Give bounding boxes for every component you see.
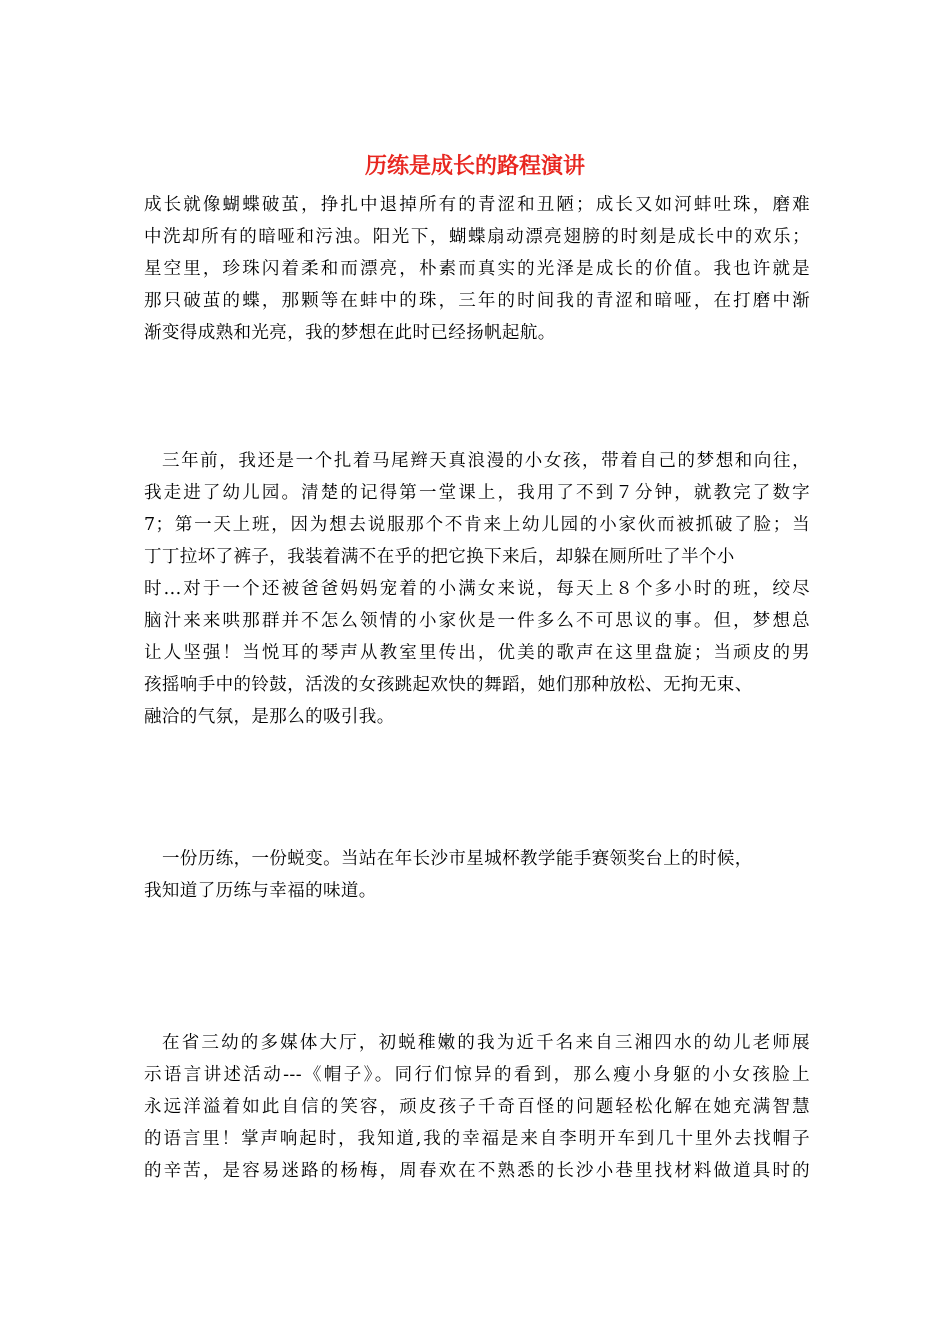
text-line: 我知道了历练与幸福的味道。 bbox=[144, 881, 377, 901]
text-line: 渐变得成熟和光亮，我的梦想在此时已经扬帆起航。 bbox=[144, 323, 556, 343]
text-line: 脑汁来来哄那群并不怎么领情的小家伙是一件多么不可思议的事。但，梦想总 bbox=[144, 611, 810, 631]
text-line: 我走进了幼儿园。清楚的记得第一堂课上，我用了不到７分钟，就教完了数字 bbox=[144, 483, 810, 503]
text-line: 7；第一天上班，因为想去说服那个不肯来上幼儿园的小家伙而被抓破了脸；当 bbox=[144, 515, 810, 535]
text-line: 那只破茧的蝶，那颗等在蚌中的珠，三年的时间我的青涩和暗哑，在打磨中渐 bbox=[144, 291, 810, 311]
text-line: 星空里，珍珠闪着柔和而漂亮，朴素而真实的光泽是成长的价值。我也许就是 bbox=[144, 259, 810, 279]
text-line: 在省三幼的多媒体大厅，初蜕稚嫩的我为近千名来自三湘四水的幼儿老师展 bbox=[162, 1033, 810, 1053]
text-line: 成长就像蝴蝶破茧，挣扎中退掉所有的青涩和丑陋；成长又如河蚌吐珠，磨难 bbox=[144, 195, 810, 215]
text-line: 孩摇响手中的铃鼓，活泼的女孩跳起欢快的舞蹈，她们那种放松、无拘无束、 bbox=[144, 675, 753, 695]
text-line: 时...对于一个还被爸爸妈妈宠着的小满女来说，每天上８个多小时的班，绞尽 bbox=[144, 579, 810, 599]
text-line: 丁丁拉坏了裤子，我装着满不在乎的把它换下来后，却躲在厕所吐了半个小 bbox=[144, 547, 735, 567]
paragraph-1 bbox=[144, 189, 810, 349]
text-line: 中洗却所有的暗哑和污浊。阳光下，蝴蝶扇动漂亮翅膀的时刻是成长中的欢乐； bbox=[144, 227, 810, 247]
paragraph-4 bbox=[144, 1027, 810, 1187]
text-line: 的语言里！掌声响起时，我知道,我的幸福是来自李明开车到几十里外去找帽子 bbox=[144, 1129, 810, 1149]
text-line: 一份历练，一份蜕变。当站在年长沙市星城杯教学能手赛领奖台上的时候， bbox=[162, 849, 753, 869]
document-title: 历练是成长的路程演讲 bbox=[364, 153, 585, 179]
text-line: 三年前，我还是一个扎着马尾辫天真浪漫的小女孩，带着自己的梦想和向往， bbox=[162, 451, 810, 471]
text-line: 永远洋溢着如此自信的笑容，顽皮孩子千奇百怪的问题轻松化解在她充满智慧 bbox=[144, 1097, 810, 1117]
paragraph-3 bbox=[144, 843, 810, 907]
paragraph-2 bbox=[144, 445, 810, 733]
text-line: 让人坚强！当悦耳的琴声从教室里传出，优美的歌声在这里盘旋；当顽皮的男 bbox=[144, 643, 810, 663]
text-line: 示语言讲述活动---《帽子》。同行们惊异的看到，那么瘦小身躯的小女孩脸上 bbox=[144, 1065, 810, 1085]
text-line: 融洽的气氛，是那么的吸引我。 bbox=[144, 707, 395, 727]
text-line: 的辛苦，是容易迷路的杨梅，周春欢在不熟悉的长沙小巷里找材料做道具时的 bbox=[144, 1161, 810, 1181]
